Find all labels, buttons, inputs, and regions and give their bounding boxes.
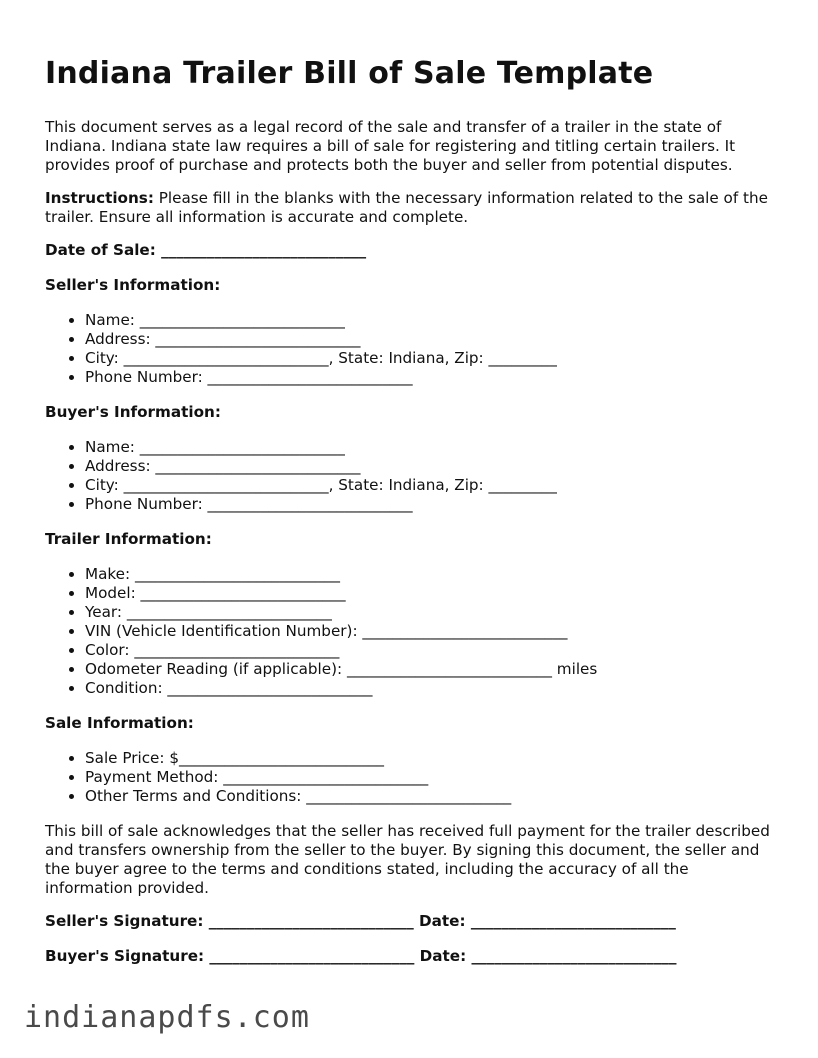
page-title: Indiana Trailer Bill of Sale Template xyxy=(45,56,654,91)
trailer-list xyxy=(45,565,780,698)
seller-list xyxy=(45,311,780,387)
trailer-condition-field: • Condition: ___________________________ xyxy=(85,679,780,698)
other-terms-field: • Other Terms and Conditions: ___________________________ xyxy=(85,787,780,806)
trailer-vin-field: • VIN (Vehicle Identification Number): ___________________________ xyxy=(85,622,780,641)
seller-heading: Seller's Information: xyxy=(45,276,221,294)
document xyxy=(45,56,780,982)
seller-city-field: • City: ___________________________, State: Indiana, Zip: _________ xyxy=(85,349,780,368)
closing-paragraph: This bill of sale acknowledges that the seller has received full payment for the trailer described and transfers ownership from the seller to the buyer. By signing this document, the seller and the buyer agree to the terms and conditions stated, including the accuracy of all the information provided. xyxy=(45,822,770,897)
seller-address-field: • Address: ___________________________ xyxy=(85,330,780,349)
trailer-model-field: • Model: ___________________________ xyxy=(85,584,780,603)
trailer-make-field: • Make: ___________________________ xyxy=(85,565,780,584)
sale-list xyxy=(45,749,780,806)
buyer-phone-field: • Phone Number: ___________________________ xyxy=(85,495,780,514)
buyer-signature-line: Buyer's Signature: ___________________________ Date: ___________________________ xyxy=(45,947,677,965)
sale-heading: Sale Information: xyxy=(45,714,194,732)
trailer-heading: Trailer Information: xyxy=(45,530,212,548)
buyer-heading: Buyer's Information: xyxy=(45,403,221,421)
date-of-sale-field: Date of Sale: ___________________________ xyxy=(45,241,367,259)
trailer-year-field: • Year: ___________________________ xyxy=(85,603,780,622)
instructions-paragraph xyxy=(45,189,780,227)
seller-phone-field: • Phone Number: ___________________________ xyxy=(85,368,780,387)
instructions-text: Please fill in the blanks with the necessary information related to the sale of the trailer. Ensure all information is accurate and complete. xyxy=(45,189,768,226)
trailer-odometer-field: • Odometer Reading (if applicable): ___________________________ miles xyxy=(85,660,780,679)
seller-name-field: • Name: ___________________________ xyxy=(85,311,780,330)
watermark: indianapdfs.com xyxy=(24,1000,310,1035)
buyer-city-field: • City: ___________________________, State: Indiana, Zip: _________ xyxy=(85,476,780,495)
intro-paragraph: This document serves as a legal record of the sale and transfer of a trailer in the state of Indiana. Indiana state law requires a bill of sale for registering and titling certain trailers. It provides proof of purchase and protects both the buyer and seller from potential disputes. xyxy=(45,118,736,174)
instructions-label: Instructions: xyxy=(45,189,154,207)
buyer-name-field: • Name: ___________________________ xyxy=(85,438,780,457)
buyer-address-field: • Address: ___________________________ xyxy=(85,457,780,476)
payment-method-field: • Payment Method: ___________________________ xyxy=(85,768,780,787)
buyer-list xyxy=(45,438,780,514)
trailer-color-field: • Color: ___________________________ xyxy=(85,641,780,660)
sale-price-field: • Sale Price: $___________________________ xyxy=(85,749,780,768)
seller-signature-line: Seller's Signature: ___________________________ Date: ___________________________ xyxy=(45,912,676,930)
